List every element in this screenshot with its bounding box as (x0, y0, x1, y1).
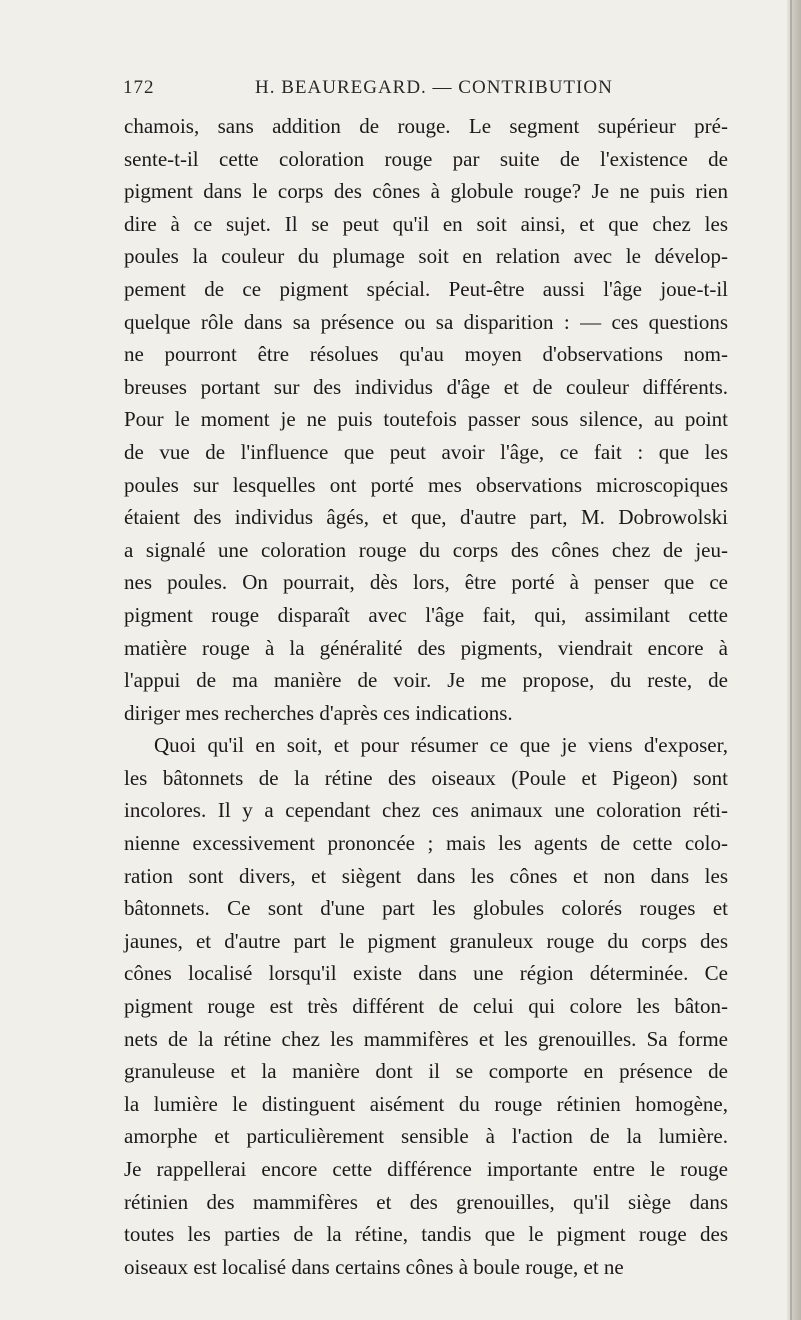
text-line: pigment dans le corps des cônes à globule rouge? Je ne puis rien (124, 179, 728, 204)
text-line: granuleuse et la manière dont il se comporte en présence de (124, 1059, 728, 1084)
text-line: matière rouge à la généralité des pigments, viendrait encore à (124, 635, 728, 660)
text-line: bâtonnets. Ce sont d'une part les globules colorés rouges et (124, 896, 728, 921)
text-line: les bâtonnets de la rétine des oiseaux (Poule et Pigeon) sont (124, 765, 728, 790)
text-line: Je rappellerai encore cette différence importante entre le rouge (124, 1157, 728, 1181)
text-line: étaient des individus âgés, et que, d'autre part, M. Dobrowolski (124, 505, 728, 530)
text-line: oiseaux est localisé dans certains cônes à boule rouge, et ne (124, 1254, 624, 1279)
text-line: nes poules. On pourrait, dès lors, être porté à penser que ce (124, 570, 728, 595)
text-line: diriger mes recherches d'après ces indications. (124, 700, 513, 725)
text-line: toutes les parties de la rétine, tandis que le pigment rouge des (124, 1222, 728, 1247)
text-line: ne pourront être résolues qu'au moyen d'observations nom- (124, 342, 728, 367)
text-line: Pour le moment je ne puis toutefois passer sous silence, au point (124, 407, 728, 432)
text-line: poules sur lesquelles ont porté mes observations microscopiques (124, 472, 728, 497)
page-number: 172 (123, 77, 155, 98)
text-line: ration sont divers, et siègent dans les cônes et non dans les (124, 863, 728, 888)
text-line: nets de la rétine chez les mammifères et les grenouilles. Sa forme (124, 1026, 728, 1051)
text-line: Quoi qu'il en soit, et pour résumer ce que je viens d'exposer, (154, 733, 728, 758)
text-line: nienne excessivement prononcée ; mais les agents de cette colo- (124, 831, 728, 856)
text-line: l'appui de ma manière de voir. Je me propose, du reste, de (124, 668, 728, 693)
page-header (123, 77, 723, 107)
text-line: pigment rouge disparaît avec l'âge fait, qui, assimilant cette (124, 602, 728, 627)
text-line: dire à ce sujet. Il se peut qu'il en soit ainsi, et que chez les (124, 211, 728, 236)
text-line: de vue de l'influence que peut avoir l'âge, ce fait : que les (124, 439, 728, 464)
text-line: pement de ce pigment spécial. Peut-être aussi l'âge joue-t-il (124, 276, 728, 301)
text-line: chamois, sans addition de rouge. Le segment supérieur pré- (124, 114, 728, 138)
text-line: poules la couleur du plumage soit en relation avec le dévelop- (124, 244, 728, 269)
text-line: rétinien des mammifères et des grenouilles, qu'il siège dans (124, 1189, 728, 1214)
text-line: incolores. Il y a cependant chez ces animaux une coloration réti- (124, 798, 728, 823)
text-line: quelque rôle dans sa présence ou sa disparition : — ces questions (124, 309, 728, 334)
page-edge-line (790, 0, 792, 1320)
text-line: cônes localisé lorsqu'il existe dans une région déterminée. Ce (124, 961, 728, 986)
text-line: jaunes, et d'autre part le pigment granuleux rouge du corps des (124, 928, 728, 953)
body-text (124, 110, 728, 1283)
text-line: breuses portant sur des individus d'âge et de couleur différents. (124, 374, 728, 399)
text-line: sente-t-il cette coloration rouge par suite de l'existence de (124, 146, 728, 171)
running-head: H. BEAUREGARD. — CONTRIBUTION (255, 77, 613, 98)
text-line: a signalé une coloration rouge du corps des cônes chez de jeu- (124, 537, 728, 562)
text-line: pigment rouge est très différent de celui qui colore les bâton- (124, 994, 728, 1019)
text-line: la lumière le distinguent aisément du rouge rétinien homogène, (124, 1091, 728, 1116)
text-line: amorphe et particulièrement sensible à l'action de la lumière. (124, 1124, 728, 1149)
